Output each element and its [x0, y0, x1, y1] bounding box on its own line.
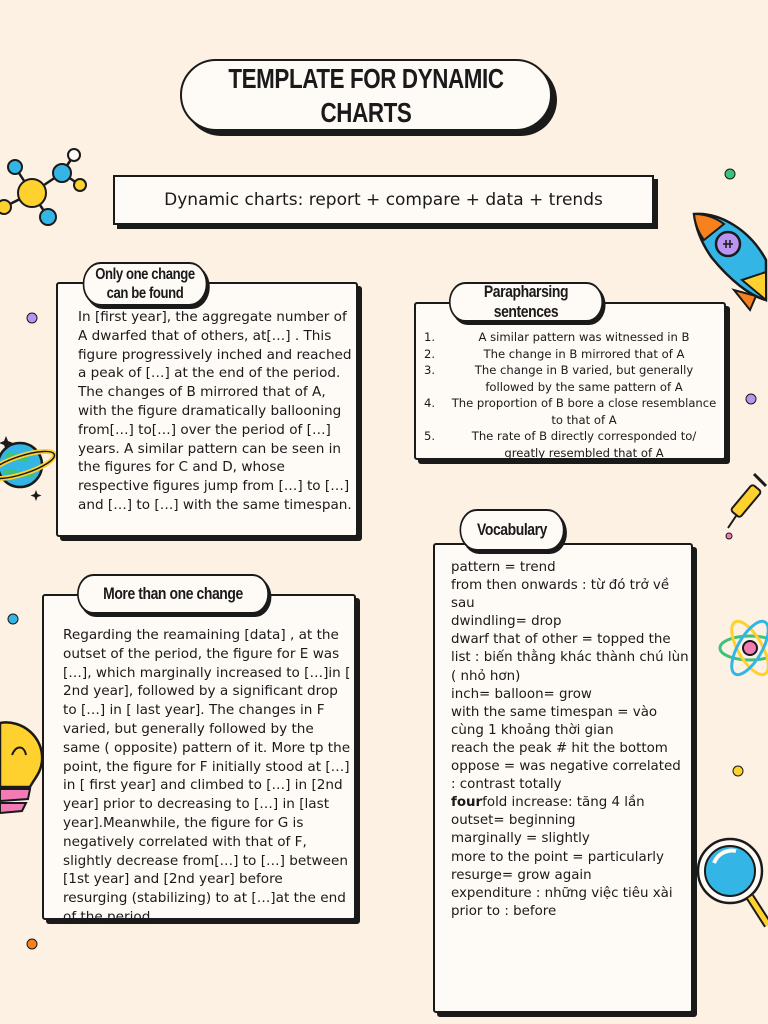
vocab-bold-four: four	[451, 795, 483, 811]
vocab-line: ( nhỏ hơn)	[451, 668, 521, 684]
page-title-line2: CHARTS	[320, 97, 412, 128]
vocab-fourfold-rest: fold increase: tăng 4 lần	[482, 795, 645, 811]
vocab-line: with the same timespan = vào	[451, 704, 658, 720]
page-title-line1: TEMPLATE FOR DYNAMIC	[228, 63, 504, 94]
vocab-line: cùng 1 khoảng thời gian	[451, 722, 614, 738]
more-change-label	[77, 574, 269, 614]
one-change-text: In [first year], the aggregate number of A dwarfed that of others, at[…] . This figure progressively inched and reached a peak of […] at the end of the period. The changes of B mirrored that of A, with the figure dramatically ballooning from[…] to[…] over the period of […] years. A similar pattern can be seen in the figures for C and D, whose respective figures jump from […] to […] and […] to […] with the same timespan.	[78, 309, 352, 513]
list-item: 1. A similar pattern was witnessed in B	[424, 330, 690, 344]
vocab-line: dwarf that of other = topped the	[451, 632, 671, 648]
vocab-line: sau	[451, 596, 475, 612]
dot-yellow	[732, 765, 744, 777]
more-change-text: Regarding the reamaining [data] , at the outset of the period, the figure for E was […], which marginally increased to […]in [ 2nd year], followed by a significant drop to […] in [ last year]. The changes in F varied, but generally followed by the same ( opposite) pattern of it. More tp the point, the figure for F initially stood at […] in [ first year] and climbed to […] in [2nd year] prior to decreasing to […] in [last year].Meanwhile, the figure for G is negatively correlated with that of F, slightly decrease from[…] to […] between [1st year] and [2nd year] before resurging (stabilizing) to at […]at the end of the period	[63, 627, 351, 925]
one-change-label-line1: Only one change	[95, 266, 195, 283]
vocab-line: resurge= grow again	[451, 867, 592, 883]
vocab-line: prior to : before	[451, 903, 557, 919]
list-item: 3. The change in B varied, but generally followed by the same pattern of A	[424, 363, 694, 394]
vocab-line: reach the peak # hit the bottom	[451, 740, 668, 756]
paraphrasing-label	[449, 282, 603, 322]
vocab-line: inch= balloon= grow	[451, 686, 592, 702]
vocab-line: outset= beginning	[451, 813, 576, 829]
syringe-icon	[724, 470, 768, 545]
vocab-line: expenditure : những việc tiêu xài	[451, 885, 673, 901]
vocab-line: marginally = slightly	[451, 831, 590, 847]
paraphrasing-card	[414, 302, 726, 460]
dot-orange	[26, 938, 38, 950]
list-item: 5. The rate of B directly corresponded to/ greatly resembled that of A	[424, 429, 697, 460]
vocabulary-list	[451, 559, 691, 921]
vocab-line: from then onwards : từ đó trở về	[451, 578, 670, 594]
vocabulary-label-text: Vocabulary	[476, 520, 548, 539]
vocab-line: : contrast totally	[451, 777, 562, 793]
more-change-label-text: More than one change	[103, 584, 243, 603]
one-change-card	[56, 282, 358, 537]
vocabulary-label	[460, 509, 565, 551]
dot-green	[724, 168, 736, 180]
lightbulb-icon	[0, 715, 46, 815]
vocab-line: list : biến thằng khác thành chú lùn	[451, 650, 689, 666]
magnifier-icon	[694, 833, 768, 943]
dot-blue	[7, 613, 19, 625]
planet-icon	[0, 430, 60, 500]
list-item: 4. The proportion of B bore a close resemblance to that of A	[424, 396, 717, 427]
paraphrasing-label-text: Parapharsing sentences	[483, 282, 569, 321]
more-change-card	[42, 594, 356, 925]
vocab-line: more to the point = particularly	[451, 849, 664, 865]
dot-purple	[26, 312, 38, 324]
subtitle-text: Dynamic charts: report + compare + data + trends	[164, 190, 603, 210]
page-title	[217, 60, 515, 132]
atom-icon	[716, 612, 768, 674]
vocabulary-card	[433, 543, 693, 1013]
paraphrasing-list	[424, 329, 718, 461]
rocket-icon	[690, 210, 768, 314]
vocab-line: dwindling= drop	[451, 614, 562, 630]
molecule-icon	[0, 145, 90, 235]
dot-purple-right	[745, 393, 757, 405]
list-item: 2. The change in B mirrored that of A	[424, 346, 685, 361]
vocab-line: pattern = trend	[451, 560, 556, 575]
one-change-label-line2: can be found	[106, 285, 184, 302]
subtitle-box	[113, 175, 654, 225]
vocab-line-fourfold	[451, 794, 691, 812]
vocab-line: oppose = was negative correlated	[451, 759, 681, 775]
one-change-label	[83, 262, 208, 306]
